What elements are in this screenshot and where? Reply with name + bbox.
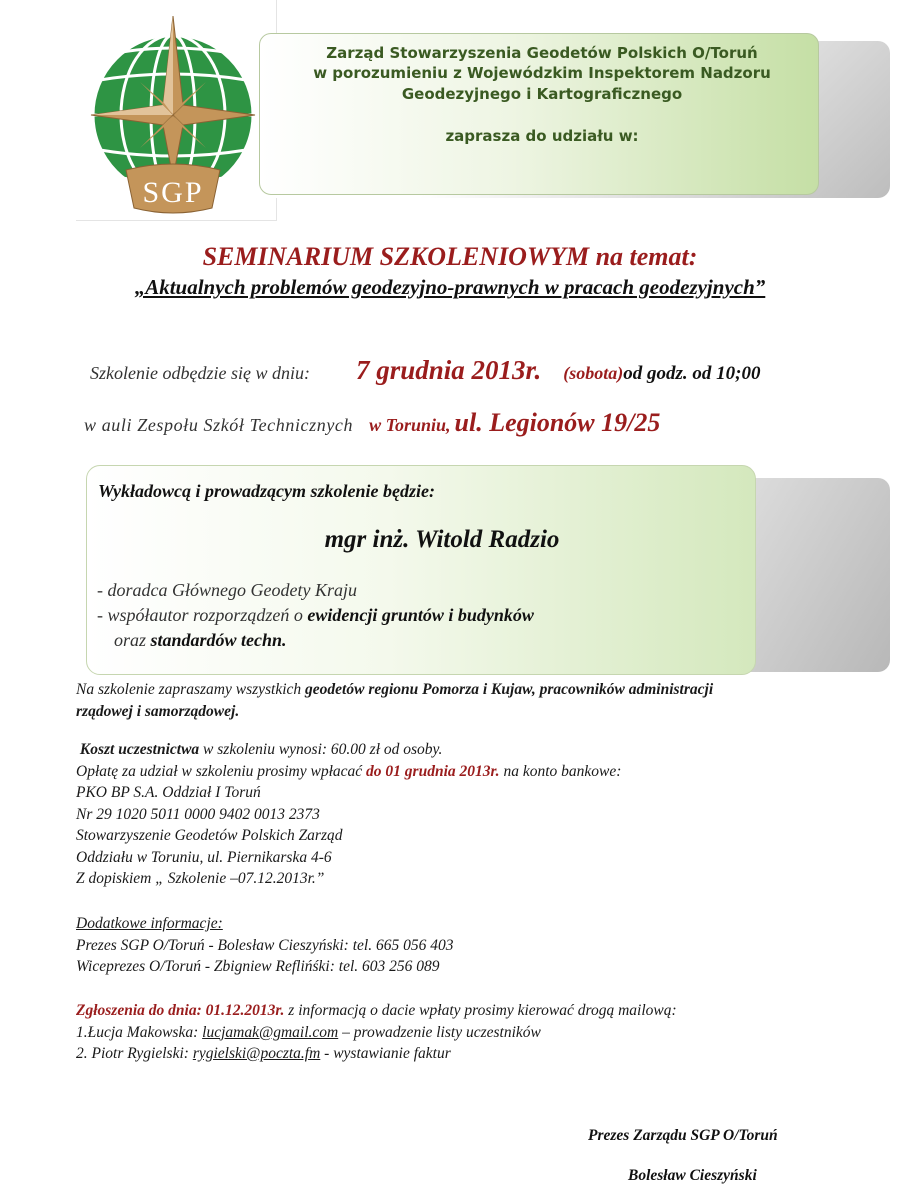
lecturer-role-2-prefix: - współautor rozporządzeń o bbox=[97, 605, 308, 625]
info-contact-1: Prezes SGP O/Toruń - Bolesław Cieszyński: tel. 665 056 403 bbox=[76, 936, 454, 954]
registration-person-1 bbox=[76, 1022, 677, 1044]
invite-text bbox=[76, 679, 713, 722]
date-label: Szkolenie odbędzie się w dniu: bbox=[90, 363, 310, 383]
place-street: ul. Legionów 19/25 bbox=[454, 408, 661, 437]
cost-block bbox=[76, 739, 621, 890]
person-2-email-link[interactable]: rygielski@poczta.fm bbox=[192, 1045, 321, 1062]
payment-suffix: na konto bankowe: bbox=[499, 762, 622, 780]
lecturer-name: mgr inż. Witold Radzio bbox=[324, 526, 560, 553]
logo-text: SGP bbox=[142, 176, 204, 209]
place-label: w auli Zespołu Szkół Technicznych bbox=[84, 415, 354, 435]
invite-line-1 bbox=[76, 679, 713, 701]
person-1-name: 1.Łucja Makowska: bbox=[76, 1023, 203, 1041]
registration-line bbox=[76, 1000, 677, 1022]
date-day: (sobota) bbox=[563, 363, 624, 383]
place-line bbox=[84, 408, 660, 438]
header-line-2: w porozumieniu z Wojewódzkim Inspektorem Nadzoru bbox=[313, 64, 771, 82]
registration-person-2 bbox=[76, 1043, 677, 1065]
cost-label: Koszt uczestnictwa bbox=[79, 741, 200, 758]
sgp-logo bbox=[86, 8, 266, 218]
info-heading: Dodatkowe informacje: bbox=[76, 915, 223, 932]
payment-deadline: do 01 grudnia 2013r. bbox=[366, 762, 500, 780]
info-block bbox=[76, 913, 453, 978]
lecturer-role-3-bold: standardów techn. bbox=[150, 630, 287, 650]
payment-line bbox=[76, 761, 621, 783]
person-2-role: - wystawianie faktur bbox=[320, 1045, 451, 1062]
person-1-role: – prowadzenie listy uczestników bbox=[338, 1023, 541, 1041]
registration-text: z informacją o dacie wpłaty prosimy kierować drogą mailową: bbox=[284, 1002, 677, 1019]
transfer-note: Z dopiskiem „ Szkolenie –07.12.2013r.” bbox=[76, 870, 325, 887]
invite-bold: geodetów regionu Pomorza i Kujaw, pracowników administracji bbox=[305, 681, 714, 698]
date-value: 7 grudnia 2013r. bbox=[355, 355, 542, 385]
date-time: od godz. od 10;00 bbox=[623, 363, 761, 384]
lecturer-heading: Wykładowcą i prowadzącym szkolenie będzie: bbox=[98, 481, 435, 501]
signature-title: Prezes Zarządu SGP O/Toruń bbox=[588, 1127, 778, 1144]
signature-name: Bolesław Cieszyński bbox=[628, 1167, 757, 1184]
place-city: w Toruniu, bbox=[369, 415, 451, 435]
seminar-title: SEMINARIUM SZKOLENIOWYM na temat: bbox=[202, 242, 698, 271]
lecturer-role-2 bbox=[97, 605, 534, 626]
person-2-name: 2. Piotr Rygielski: bbox=[76, 1045, 193, 1062]
bank-name: PKO BP S.A. Oddział I Toruń bbox=[76, 784, 261, 801]
invite-line-2: rządowej i samorządowej. bbox=[76, 702, 240, 720]
header-line-4: zaprasza do udziału w: bbox=[445, 127, 639, 145]
header-line-3: Geodezyjnego i Kartograficznego bbox=[401, 85, 683, 103]
lecturer-role-3 bbox=[114, 630, 287, 651]
person-1-email-link[interactable]: lucjamak@gmail.com bbox=[202, 1023, 339, 1041]
recipient-line-2: Oddziału w Toruniu, ul. Piernikarska 4-6 bbox=[76, 848, 332, 866]
lecturer-role-1: - doradca Głównego Geodety Kraju bbox=[97, 580, 357, 600]
lecturer-role-2-bold: ewidencji gruntów i budynków bbox=[307, 605, 534, 625]
info-contact-2: Wiceprezes O/Toruń - Zbigniew Reflińśki: tel. 603 256 089 bbox=[76, 958, 440, 975]
date-line bbox=[90, 355, 761, 386]
cost-text: w szkoleniu wynosi: 60.00 zł od osoby. bbox=[199, 741, 443, 758]
seminar-topic: „Aktualnych problemów geodezyjno-prawnych w pracach geodezyjnych” bbox=[134, 275, 766, 299]
cost-line bbox=[76, 739, 621, 761]
registration-deadline: Zgłoszenia do dnia: 01.12.2013r. bbox=[76, 1002, 285, 1019]
lecturer-role-3-prefix: oraz bbox=[114, 630, 151, 650]
recipient-line-1: Stowarzyszenie Geodetów Polskich Zarząd bbox=[76, 827, 343, 844]
payment-prefix: Opłatę za udział w szkoleniu prosimy wpłacać bbox=[76, 762, 367, 780]
invite-prefix: Na szkolenie zapraszamy wszystkich bbox=[76, 681, 306, 698]
registration-block bbox=[76, 1000, 677, 1065]
header-line-1: Zarząd Stowarzyszenia Geodetów Polskich O/Toruń bbox=[326, 44, 758, 62]
bank-account: Nr 29 1020 5011 0000 9402 0013 2373 bbox=[76, 805, 320, 823]
